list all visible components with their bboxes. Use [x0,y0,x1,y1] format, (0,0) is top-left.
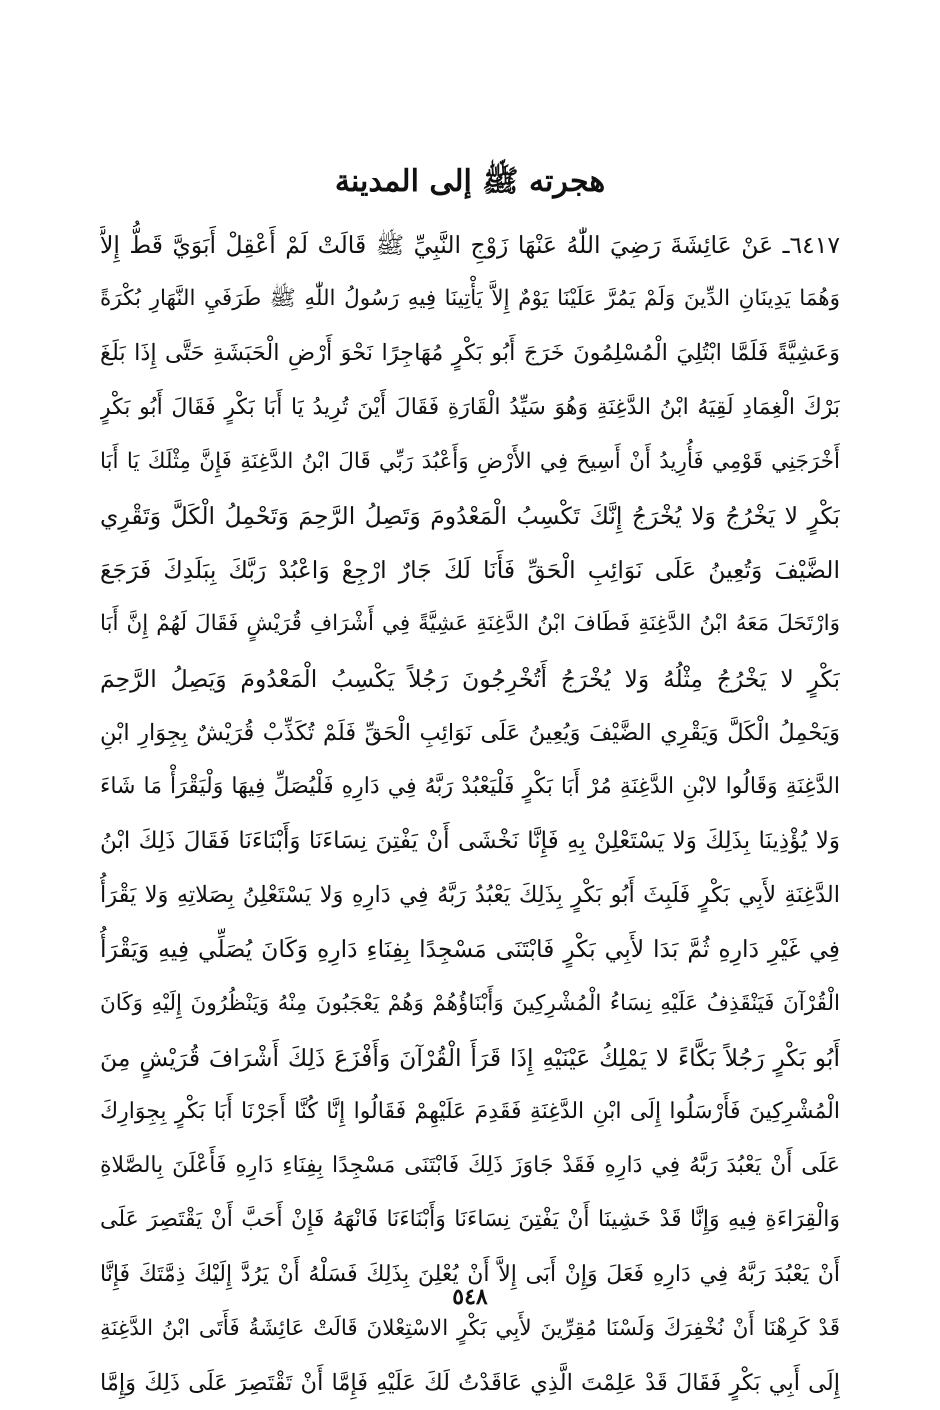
text-line: الدَّغِنَةِ لأَبِي بَكْرٍ فَلَبِثَ أَبُو بَكْرٍ بِذَلِكَ يَعْبُدُ رَبَّهُ فِي دَارِهِ وَلا يَسْتَعْلِنُ بِصَلاتِهِ وَلا يَقْرَأُ [100,882,840,909]
text-line: الْقُرْآنَ فَيَنْقَذِفُ عَلَيْهِ نِسَاءُ الْمُشْرِكِينَ وَأَبْنَاؤُهُمْ وَهُمْ يَعْجَبُونَ مِنْهُ وَيَنْظُرُونَ إِلَيْهِ وَكَانَ [100,990,840,1016]
text-line: الدَّغِنَةِ وَقَالُوا لابْنِ الدَّغِنَةِ مُرْ أَبَا بَكْرٍ فَلْيَعْبُدْ رَبَّهُ فِي دَارِهِ فَلْيُصَلِّ فِيهَا وَلْيَقْرَأْ مَا شَاءَ [100,773,840,799]
text-line: وَلا يُؤْذِينَا بِذَلِكَ وَلا يَسْتَعْلِنْ بِهِ فَإِنَّا نَخْشَى أَنْ يَفْتِنَ نِسَاءَنَا وَأَبْنَاءَنَا فَقَالَ ذَلِكَ ابْنُ [100,828,840,855]
text-line: أَبُو بَكْرٍ رَجُلاً بَكَّاءً لا يَمْلِكُ عَيْنَيْهِ إِذَا قَرَأَ الْقُرْآنَ وَأَفْزَعَ ذَلِكَ أَشْرَافَ قُرَيْشٍ مِنَ [100,1043,840,1072]
chapter-title: هجرته ﷺ إلى المدينة [334,164,606,199]
text-line: إِلَى أَبِي بَكْرٍ فَقَالَ قَدْ عَلِمْتَ الَّذِي عَاقَدْتُ لَكَ عَلَيْهِ فَإِمَّا أَنْ تَقْتَصِرَ عَلَى ذَلِكَ وَإِمَّا [100,1369,840,1396]
text-line: أَنْ يَعْبُدَ رَبَّهُ فِي دَارِهِ فَعَلَ وَإِنْ أَبَى إِلاَّ أَنْ يُعْلِنَ بِذَلِكَ فَسَلْهُ أَنْ يَرُدَّ إِلَيْكَ ذِمَّتَكَ فَإِنَّا [100,1261,840,1287]
text-line: وَالْقِرَاءَةِ فِيهِ وَإِنَّا قَدْ خَشِينَا أَنْ يَفْتِنَ نِسَاءَنَا وَأَبْنَاءَنَا فَانْهَهُ فَإِنْ أَحَبَّ أَنْ يَقْتَصِرَ عَلَى [100,1207,840,1233]
text-line: بَرْكَ الْغِمَادِ لَقِيَهُ ابْنُ الدَّغِنَةِ وَهُوَ سَيِّدُ الْقَارَةِ فَقَالَ أَيْنَ تُرِيدُ يَا أَبَا بَكْرٍ فَقَالَ أَبُو بَكْرٍ [100,394,840,420]
text-line: وَهُمَا يَدِينَانِ الدِّينَ وَلَمْ يَمُرَّ عَلَيْنَا يَوْمٌ إِلاَّ يَأْتِينَا فِيهِ رَسُولُ اللّٰهِ ﷺ طَرَفَيِ النَّهَارِ بُكْرَةً [100,286,840,312]
text-line: عَلَى أَنْ يَعْبُدَ رَبَّهُ فِي دَارِهِ فَقَدْ جَاوَزَ ذَلِكَ فَابْتَنَى مَسْجِدًا بِفِنَاءِ دَارِهِ فَأَعْلَنَ بِالصَّلاةِ [100,1153,840,1179]
text-line: بَكْرٍ لا يَخْرُجُ مِثْلُهُ وَلا يُخْرَجُ أَتُخْرِجُونَ رَجُلاً يَكْسِبُ الْمَعْدُومَ وَيَصِلُ الرَّحِمَ [100,664,840,693]
page-number: ٥٤٨ [452,1284,488,1310]
text-line: ٦٤١٧ـ عَنْ عَائِشَةَ رَضِيَ اللّٰهُ عَنْهَا زَوْجِ النَّبِيِّ ﷺ قَالَتْ لَمْ أَعْقِلْ أَبَوَيَّ قَطُّ إِلاَّ [100,231,840,259]
text-line: الضَّيْفَ وَتُعِينُ عَلَى نَوَائِبِ الْحَقِّ فَأَنَا لَكَ جَارٌ ارْجِعْ وَاعْبُدْ رَبَّكَ بِبَلَدِكَ فَرَجَعَ [100,556,840,585]
text-line: وَعَشِيَّةً فَلَمَّا ابْتُلِيَ الْمُسْلِمُونَ خَرَجَ أَبُو بَكْرٍ مُهَاجِرًا نَحْوَ أَرْضِ الْحَبَشَةِ حَتَّى إِذَا بَلَغَ [100,340,840,367]
text-line: بَكْرٍ لا يَخْرُجُ وَلا يُخْرَجُ إِنَّكَ تَكْسِبُ الْمَعْدُومَ وَتَصِلُ الرَّحِمَ وَتَحْمِلُ الْكَلَّ وَتَقْرِي [100,501,840,530]
text-line: وَارْتَحَلَ مَعَهُ ابْنُ الدَّغِنَةِ فَطَافَ ابْنُ الدَّغِنَةِ عَشِيَّةً فِي أَشْرَافِ قُرَيْشٍ فَقَالَ لَهُمْ إِنَّ أَبَا [100,611,840,637]
text-line: وَيَحْمِلُ الْكَلَّ وَيَقْرِي الضَّيْفَ وَيُعِينُ عَلَى نَوَائِبِ الْحَقِّ فَلَمْ تُكَذِّبْ قُرَيْشٌ بِجِوَارِ ابْنِ [100,719,840,746]
text-line: قَدْ كَرِهْنَا أَنْ نُخْفِرَكَ وَلَسْنَا مُقِرِّينَ لأَبِي بَكْرٍ الاسْتِعْلانَ قَالَتْ عَائِشَةُ فَأَتَى ابْنُ الدَّغِنَةِ [100,1315,840,1341]
text-line: الْمُشْرِكِينَ فَأَرْسَلُوا إِلَى ابْنِ الدَّغِنَةِ فَقَدِمَ عَلَيْهِمْ فَقَالُوا إِنَّا كُنَّا أَجَرْنَا أَبَا بَكْرٍ بِجِوَارِكَ [100,1099,840,1124]
text-line: أَخْرَجَنِي قَوْمِي فَأُرِيدُ أَنْ أَسِيحَ فِي الأَرْضِ وَأَعْبُدَ رَبِّي قَالَ ابْنُ الدَّغِنَةِ فَإِنَّ مِثْلَكَ يَا أَبَا [100,448,840,474]
text-line: فِي غَيْرِ دَارِهِ ثُمَّ بَدَا لأَبِي بَكْرٍ فَابْتَنَى مَسْجِدًا بِفِنَاءِ دَارِهِ وَكَانَ يُصَلِّي فِيهِ وَيَقْرَأُ [100,935,840,964]
hadith-text [100,218,840,1410]
